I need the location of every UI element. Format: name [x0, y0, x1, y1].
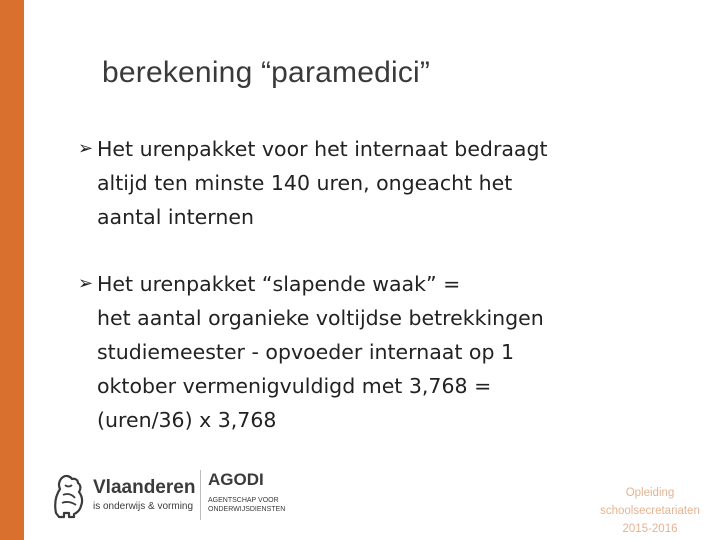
- bullet-list: [78, 132, 698, 437]
- bullet-line: het aantal organieke voltijdse betrekkingen: [97, 306, 544, 330]
- agodi-subtitle-line: AGENTSCHAP VOOR: [208, 497, 279, 504]
- watermark-line: schoolsecretariaten: [600, 505, 700, 517]
- agodi-name: AGODI: [208, 470, 264, 489]
- watermark-line: Opleiding: [625, 487, 675, 499]
- lion-icon: [50, 473, 86, 519]
- bullet-line: Het urenpakket voor het internaat bedraagt: [97, 137, 548, 161]
- vlaanderen-name: Vlaanderen: [93, 477, 196, 498]
- vlaanderen-tagline: is onderwijs & vorming: [93, 501, 194, 512]
- bullet-line: aantal internen: [97, 205, 254, 229]
- vlaanderen-logo: [50, 473, 210, 521]
- bullet-line: (uren/36) x 3,768: [97, 408, 277, 432]
- watermark-line: 2015-2016: [622, 523, 678, 535]
- accent-bar: [0, 0, 24, 540]
- agodi-subtitle: [208, 496, 285, 514]
- agodi-subtitle-line: ONDERWIJSDIENSTEN: [208, 506, 286, 513]
- arrow-bullet-icon: ➢: [78, 273, 94, 294]
- logo-divider: [200, 470, 201, 520]
- bullet-line: studiemeester - opvoeder internaat op 1: [97, 340, 515, 364]
- footer-watermark: [590, 484, 710, 538]
- agodi-logo: [208, 470, 285, 514]
- bullet-item: [78, 132, 698, 234]
- arrow-bullet-icon: ➢: [78, 138, 94, 159]
- bullet-line: oktober vermenigvuldigd met 3,768 =: [97, 374, 492, 398]
- bullet-item: [78, 267, 698, 437]
- bullet-line: altijd ten minste 140 uren, ongeacht het: [97, 171, 513, 195]
- bullet-line: Het urenpakket “slapende waak” =: [97, 272, 461, 296]
- slide-title: berekening “paramedici”: [102, 56, 431, 89]
